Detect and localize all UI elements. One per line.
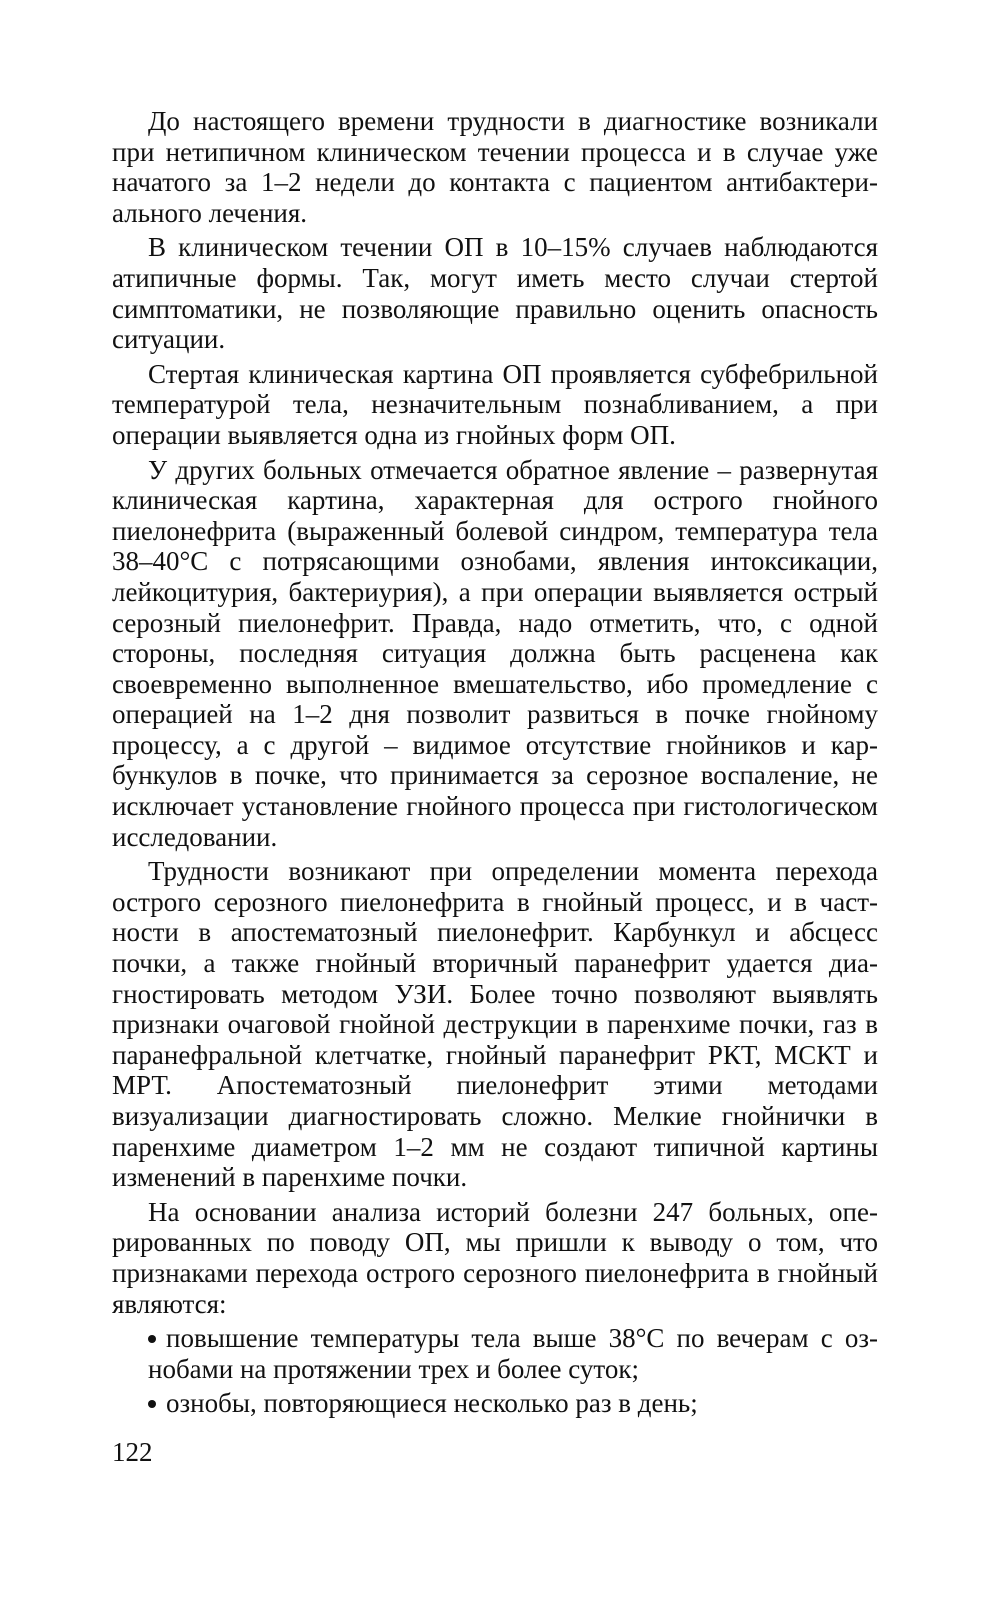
paragraph-2: В клиническом течении ОП в 10–15% случаев наблюдаются атипичные формы. Так, могут иметь место случаи стертой симптоматики, не позволяющие правильно оценить опасность ситуации. [112,232,878,355]
bullet-dot-icon [148,1400,156,1408]
page-number: 122 [112,1437,153,1467]
bullet-item-1 [112,1323,878,1384]
paragraph-3: Стертая клиническая картина ОП проявляется субфебрильной температурой тела, незначительным познабливанием, а при операции выявляется одна из гнойных форм ОП. [112,358,878,450]
page-body-text [112,106,878,1423]
paragraph-5: Трудности возникают при определении момента перехода острого серозного пиелонефрита в гнойный процесс, и в частности в апостематозный пиелонефрит. Карбункул и абсцесс почки, а также гнойный вторичный паранефрит удается диагностировать методом УЗИ. Более точно позволяют выявлять признаки очаговой гнойной деструкции в паренхиме почки, газ в паранефральной клетчатке, гнойный паранефрит РКТ, МСКТ и МРТ. Апостематозный пиелонефрит этими методами визуализации диагностировать сложно. Мелкие гнойнички в паренхиме диаметром 1–2 мм не создают типичной картины изменений в паренхиме почки. [112,856,878,1193]
bullet-item-2-text: ознобы, повторяющиеся несколько раз в день; [166,1388,698,1419]
paragraph-1: До настоящего времени трудности в диагностике возникали при нетипичном клиническом течении процесса и в случае уже начатого за 1–2 недели до контакта с пациентом антибактериального лечения. [112,106,878,228]
bullet-item-2 [112,1388,878,1419]
paragraph-4: У других больных отмечается обратное явление – развернутая клиническая картина, характерная для острого гнойного пиелонефрита (выраженный болевой синдром, температура тела 38–40°С с потрясающими ознобами, явления интоксикации, лейкоцитурия, бактериурия), а при операции выявляется острый серозный пиелонефрит. Правда, надо отметить, что, с одной стороны, последняя ситуация должна быть расценена как своевременно выполненное вмешательство, ибо промедление с операцией на 1–2 дня позволит развиться в почке гнойному процессу, а с другой – видимое отсутствие гнойников и карбункулов в почке, что принимается за серозное воспаление, не исключает установление гнойного процесса при гистологическом исследовании. [112,454,878,852]
bullet-dot-icon [148,1335,156,1343]
paragraph-6: На основании анализа историй болезни 247 больных, оперированных по поводу ОП, мы пришли к выводу о том, что признаками перехода острого серозного пиелонефрита в гнойный являются: [112,1196,878,1319]
bullet-item-1-text: повышение температуры тела выше 38°С по вечерам с ознобами на протяжении трех и более суток; [148,1323,878,1384]
